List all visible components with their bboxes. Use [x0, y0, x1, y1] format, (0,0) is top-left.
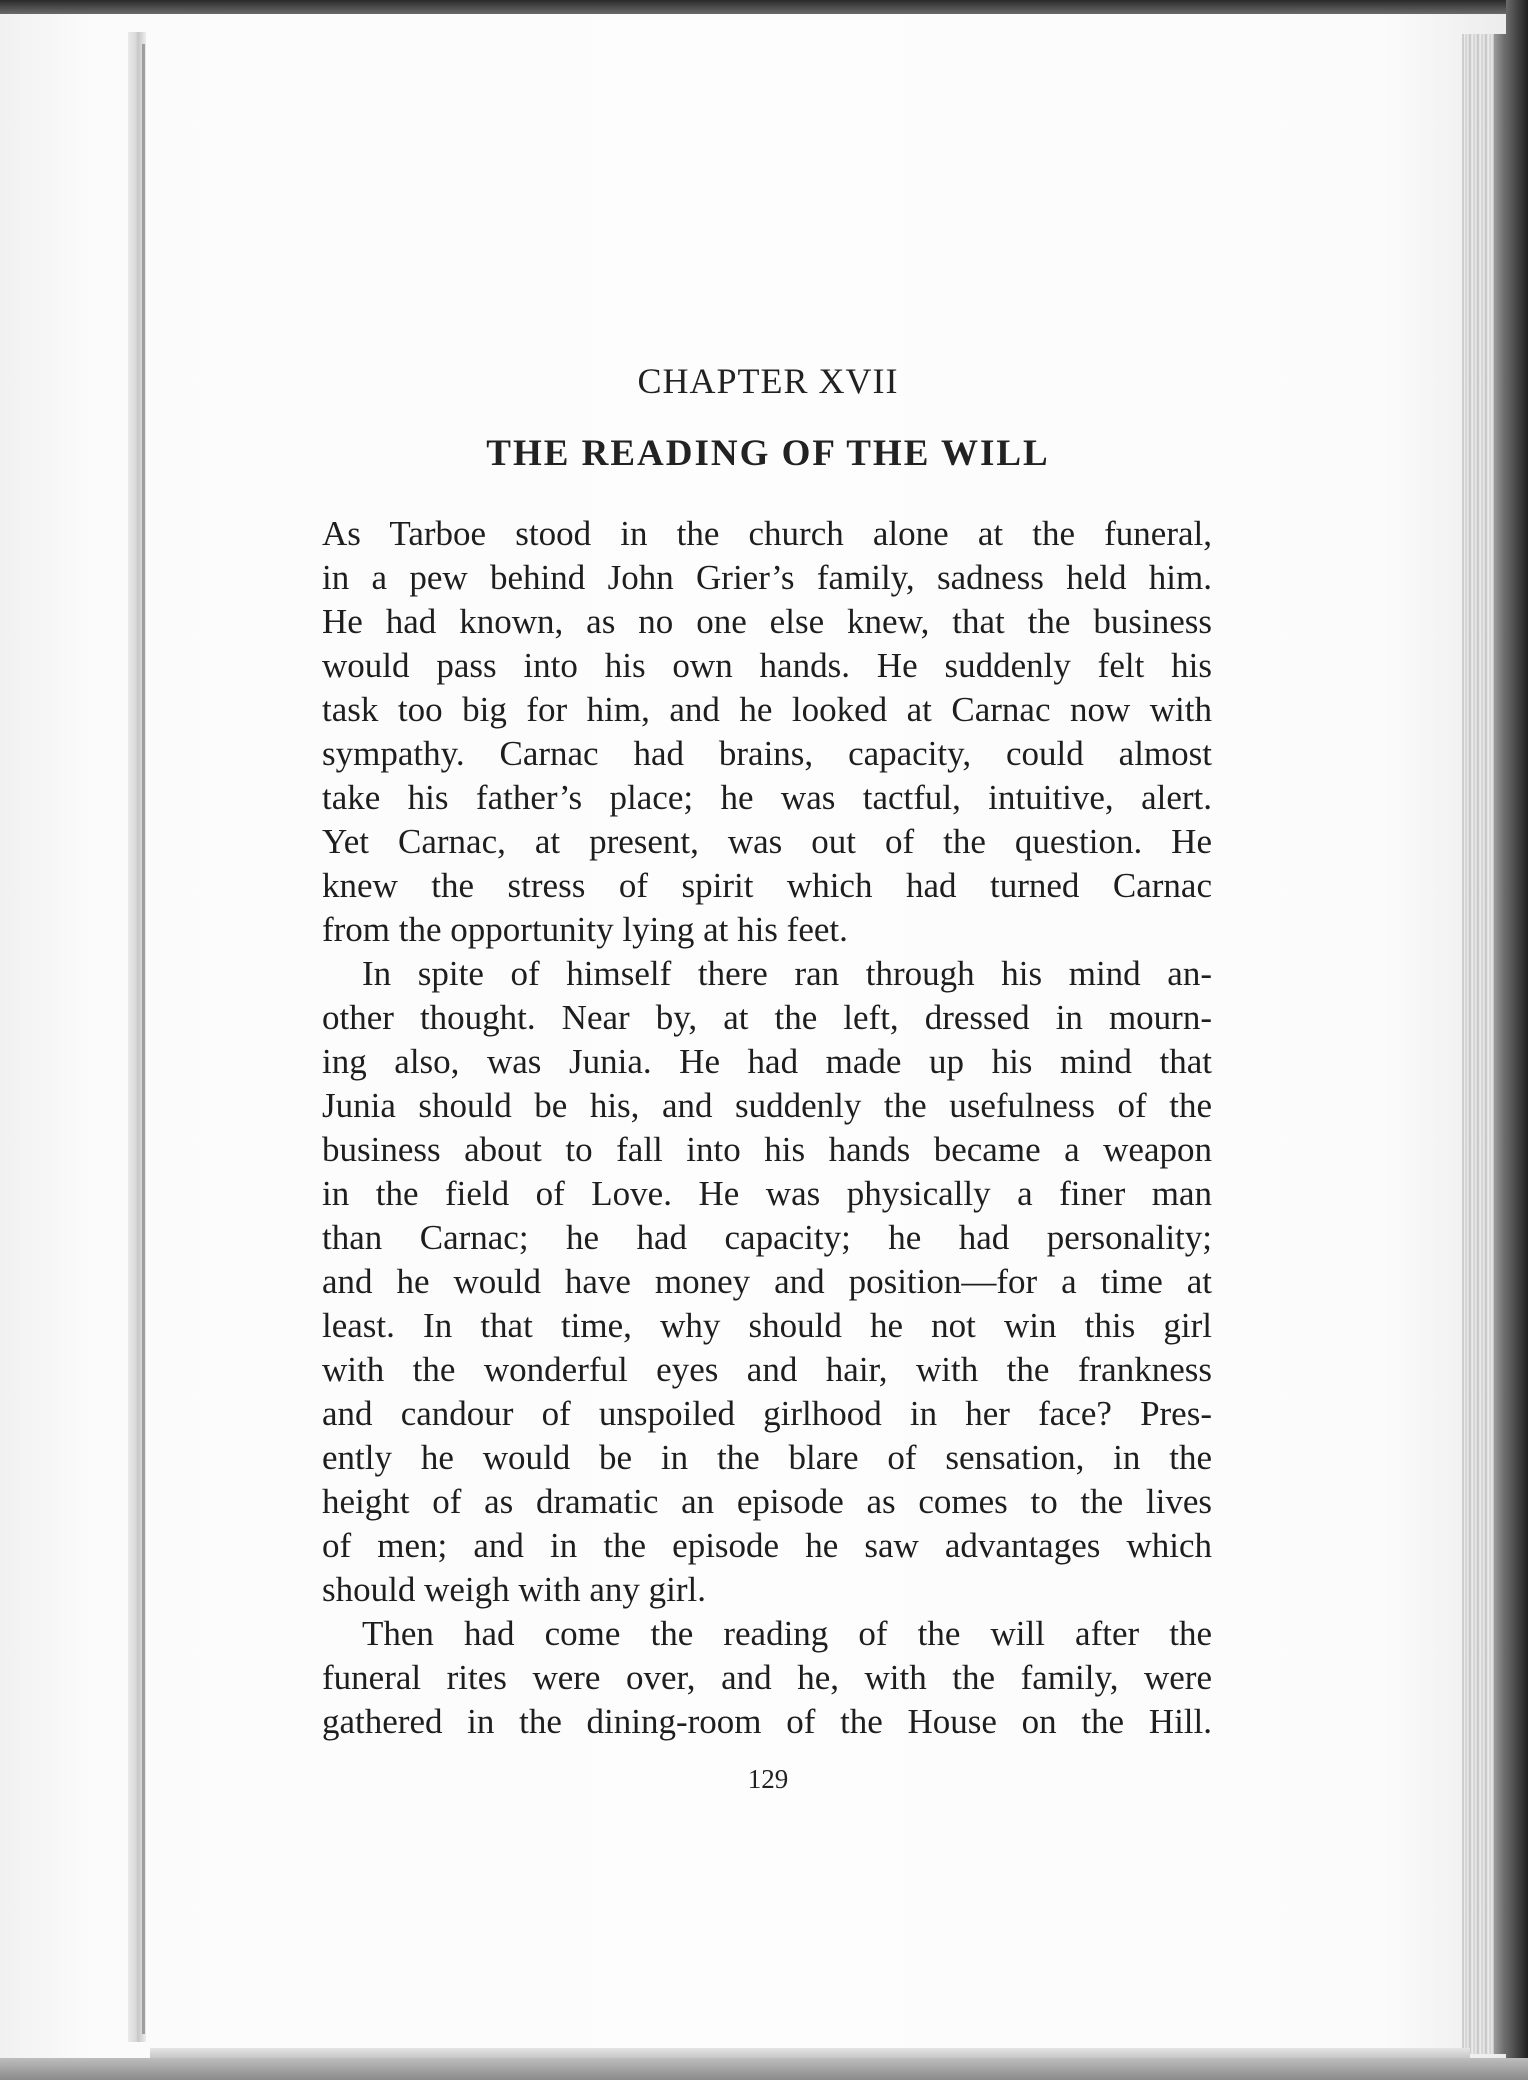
text-line: in the field of Love. He was physically a finer man — [322, 1174, 1212, 1213]
text-line: take his father’s place; he was tactful, intuitive, alert. — [322, 778, 1212, 817]
text-line: Then had come the reading of the will after the — [362, 1614, 1212, 1653]
text-line: task too big for him, and he looked at Carnac now with — [322, 690, 1212, 729]
chapter-title: THE READING OF THE WILL — [486, 433, 1050, 474]
text-line: least. In that time, why should he not win this girl — [322, 1306, 1212, 1345]
text-line: and candour of unspoiled girlhood in her face? Pres- — [322, 1394, 1212, 1433]
chapter-body — [322, 512, 1212, 1744]
text-line: height of as dramatic an episode as comes to the lives — [322, 1482, 1212, 1521]
text-line: Yet Carnac, at present, was out of the question. He — [322, 822, 1212, 861]
text-line: with the wonderful eyes and hair, with the frankness — [322, 1350, 1212, 1389]
text-line: in a pew behind John Grier’s family, sadness held him. — [322, 558, 1212, 597]
text-line: than Carnac; he had capacity; he had personality; — [322, 1218, 1212, 1257]
scan-border-right — [1506, 0, 1528, 2080]
scan-border-top — [0, 0, 1528, 14]
text-line: business about to fall into his hands became a weapon — [322, 1130, 1212, 1169]
scan-border-bottom — [0, 2058, 1528, 2080]
text-line: Junia should be his, and suddenly the usefulness of the — [322, 1086, 1212, 1125]
text-line: would pass into his own hands. He suddenly felt his — [322, 646, 1212, 685]
text-line: gathered in the dining-room of the House on the Hill. — [322, 1702, 1212, 1741]
text-line: from the opportunity lying at his feet. — [322, 910, 848, 949]
text-line: He had known, as no one else knew, that the business — [322, 602, 1212, 641]
page-bottom-edge — [150, 2048, 1470, 2058]
text-line: As Tarboe stood in the church alone at the funeral, — [322, 514, 1212, 553]
text-line: of men; and in the episode he saw advantages which — [322, 1526, 1212, 1565]
text-line: should weigh with any girl. — [322, 1570, 706, 1609]
gutter-fold-line — [142, 44, 145, 2034]
page-number: 129 — [747, 1764, 789, 1794]
text-line: and he would have money and position—for a time at — [322, 1262, 1212, 1301]
text-line: knew the stress of spirit which had turned Carnac — [322, 866, 1212, 905]
text-line: ently he would be in the blare of sensation, in the — [322, 1438, 1212, 1477]
text-line: In spite of himself there ran through his mind an- — [362, 954, 1212, 993]
text-line: funeral rites were over, and he, with the family, were — [322, 1658, 1212, 1697]
text-line: sympathy. Carnac had brains, capacity, could almost — [322, 734, 1212, 773]
text-line: other thought. Near by, at the left, dressed in mourn- — [322, 998, 1212, 1037]
chapter-number: CHAPTER XVII — [637, 361, 899, 401]
text-line: ing also, was Junia. He had made up his mind that — [322, 1042, 1212, 1081]
